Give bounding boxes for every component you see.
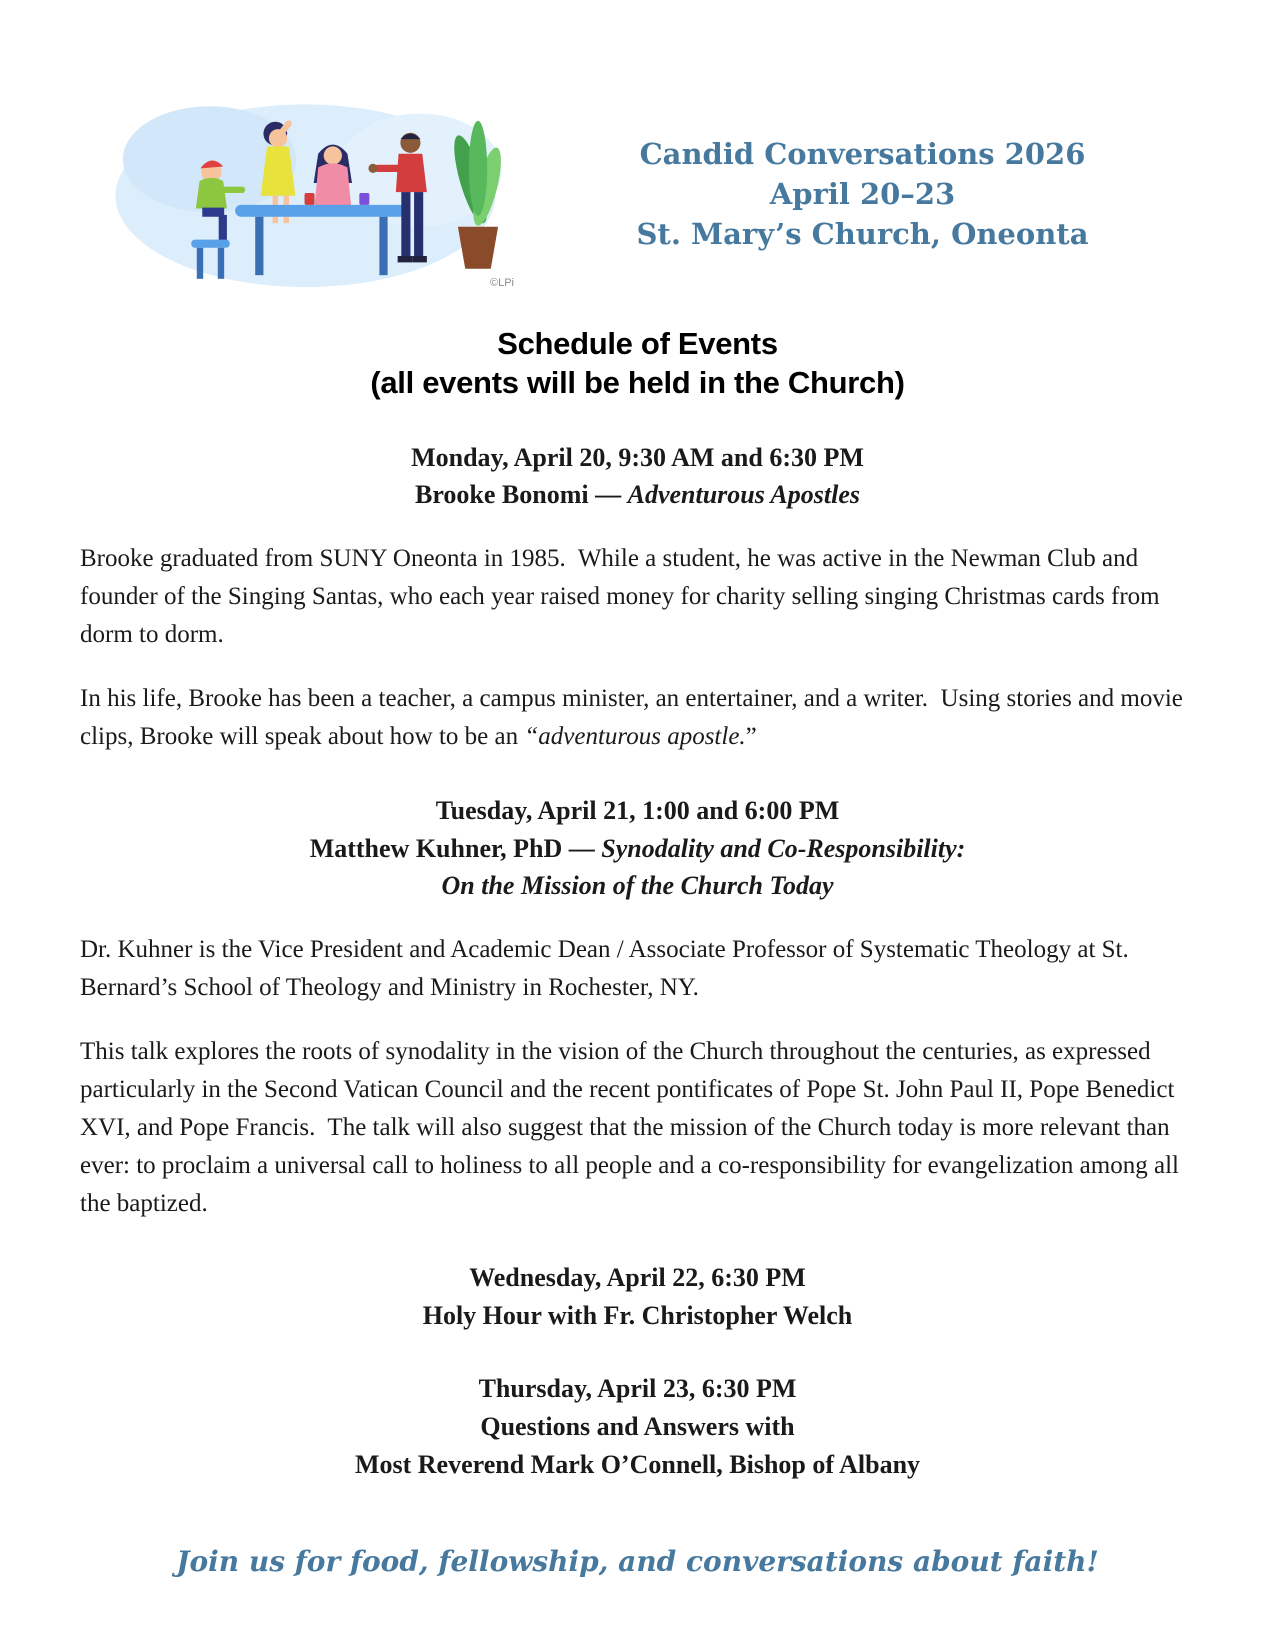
event-monday-datetime: Monday, April 20, 9:30 AM and 6:30 PM [411,442,864,472]
event-title-line-3: St. Mary’s Church, Oneonta [636,217,1089,252]
header-illustration [100,88,520,303]
coffee-cup-icon [359,193,369,205]
schedule-heading [0,325,1275,403]
header [0,0,1275,303]
event-monday-speaker-line [80,476,1195,514]
illustration-credit: ©LPi [489,277,514,289]
coffee-cup-icon [305,193,315,205]
people-at-table-illustration [100,88,520,298]
event-thursday-description-line-2: Most Reverend Mark O’Connell, Bishop of Albany [354,1449,921,1479]
event-tuesday-speaker: Matthew Kuhner, PhD — [309,833,595,863]
event-tuesday-speaker-line [80,830,1195,868]
schedule-heading-subtitle: (all events will be held in the Church) [370,364,905,400]
event-title-line-1: Candid Conversations 2026 [639,137,1086,171]
footer-tagline: Join us for food, fellowship, and conversations about faith! [176,1545,1099,1579]
seated-woman-figure [314,145,352,206]
event-thursday-description-line-1: Questions and Answers with [480,1412,795,1441]
event-tuesday-datetime: Tuesday, April 21, 1:00 and 6:00 PM [435,795,840,825]
event-thursday-datetime: Thursday, April 23, 6:30 PM [478,1374,797,1404]
schedule-heading-title: Schedule of Events [497,326,778,361]
event-tuesday-topic-line-1: Synodality and Co-Responsibility: [601,833,966,863]
event-tuesday-heading [80,792,1195,905]
event-tuesday-paragraph-2: This talk explores the roots of synodality in the vision of the Church throughout the centuries, as expressed particularly in the Second Vatican Council and the recent pontificates of Pope St. John Paul II, Pope Benedict XVI, and Pope Francis. The talk will also suggest that the mission of the Church today is more relevant than ever: to proclaim a universal call to holiness to all people and a co-responsibility for evangelization among all the baptized. [80,1037,1186,1217]
paragraph-italic-text: “adventurous apostle. [524,722,746,750]
schedule-content [0,439,1275,1484]
event-thursday-heading [80,1370,1195,1483]
event-wednesday-description: Holy Hour with Fr. Christopher Welch [422,1300,853,1330]
event-title-block [520,88,1205,254]
paragraph-text: In his life, Brooke has been a teacher, a campus minister, an entertainer, and a writer. Using stories and movie clips, Brooke will speak about how to be an [80,684,1190,750]
event-title-line-2: April 20–23 [769,177,956,212]
event-wednesday-datetime: Wednesday, April 22, 6:30 PM [469,1262,806,1292]
event-monday-paragraph-1: Brooke graduated from SUNY Oneonta in 1985. While a student, he was active in the Newman Club and founder of the Singing Santas, who each year raised money for charity selling singing Christmas cards from dorm to dorm. [80,544,1166,648]
event-monday-speaker: Brooke Bonomi — [415,480,622,510]
event-tuesday-topic-line-2: On the Mission of the Church Today [441,871,834,901]
event-tuesday-paragraph-1: Dr. Kuhner is the Vice President and Academic Dean / Associate Professor of Systematic Theology at St. Bernard’s School of Theology and Ministry in Rochester, NY. [80,935,1135,1001]
event-monday-paragraph-2 [80,680,1195,756]
event-monday-topic: Adventurous Apostles [627,480,860,510]
paragraph-text: ” [745,722,757,750]
event-monday-heading [80,439,1195,514]
event-wednesday-heading [80,1259,1195,1334]
